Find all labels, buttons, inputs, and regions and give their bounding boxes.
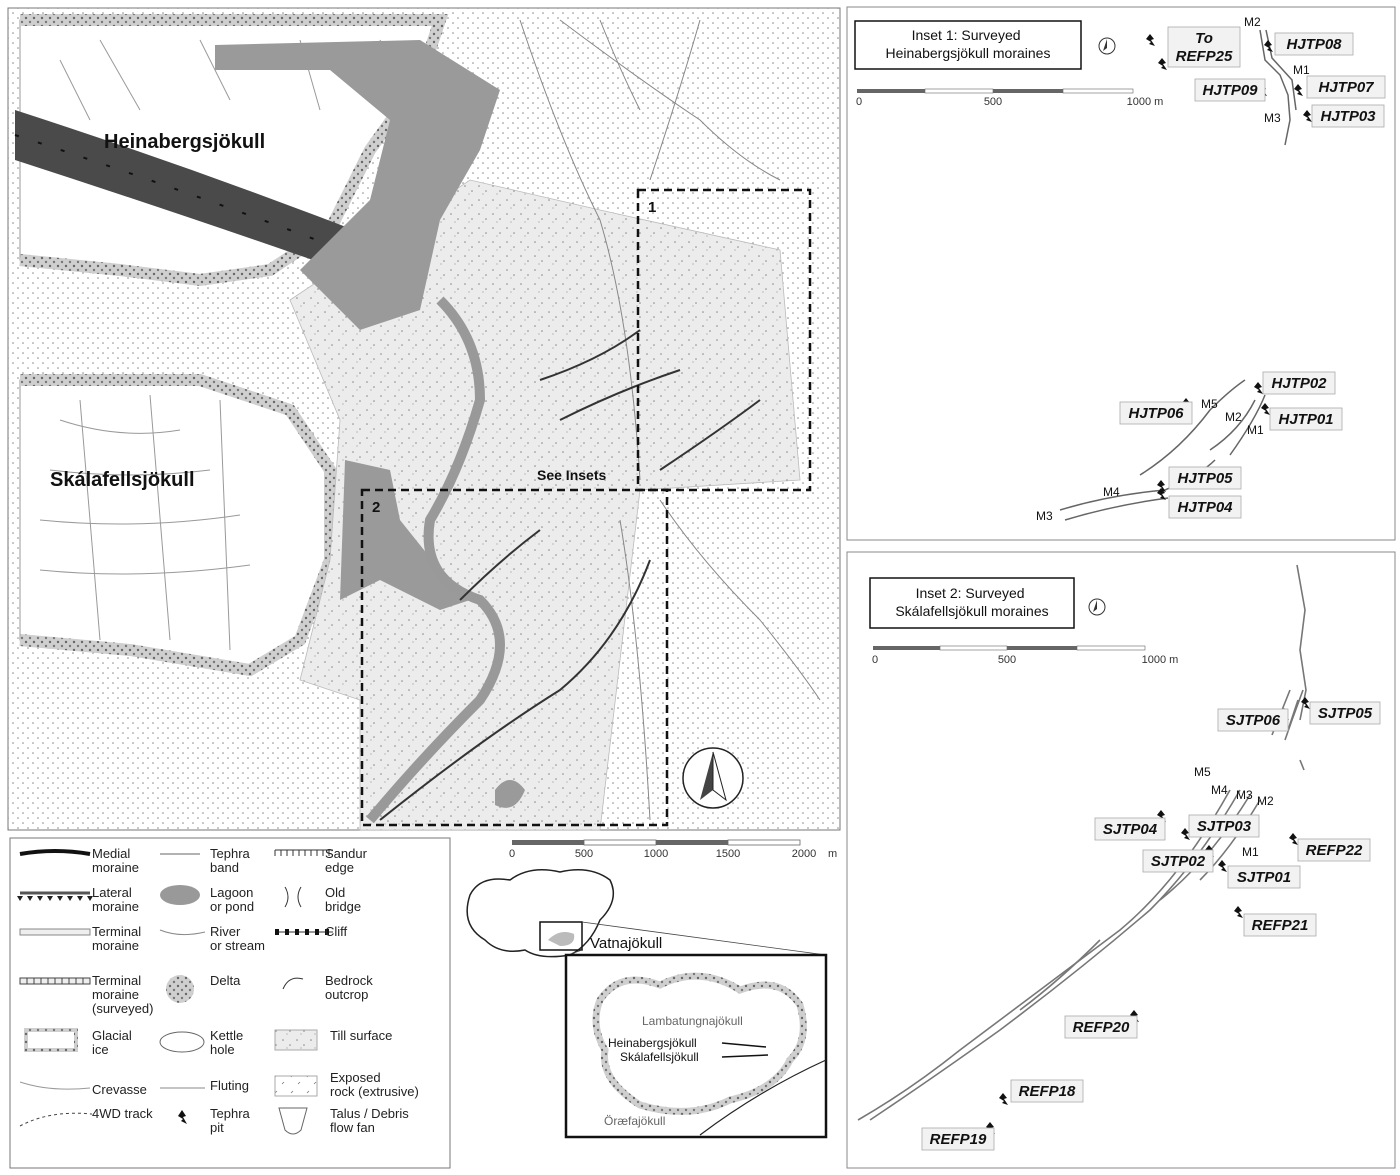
scale-tick: 2000: [791, 848, 817, 860]
legend-label-line: rock (extrusive): [330, 1084, 419, 1099]
legend-label: [210, 973, 241, 988]
legend-label: [92, 924, 141, 953]
tephra-pit-label: [1298, 839, 1370, 861]
legend-label-line: Medial: [92, 846, 131, 861]
moraine-label: M4: [1211, 783, 1228, 797]
region-label-vatnajokull: Vatnajökull: [590, 935, 663, 952]
legend-label-line: moraine: [92, 938, 139, 953]
scale-tick: 500: [997, 654, 1017, 666]
legend-label-line: Talus / Debris: [330, 1106, 409, 1121]
pit-id-line: SJTP02: [1150, 853, 1206, 870]
pit-id-line: HJTP04: [1177, 499, 1233, 516]
pit-id-line: HJTP08: [1286, 36, 1342, 53]
compass-icon: [1089, 599, 1105, 615]
scale-tick: 0: [855, 96, 863, 108]
moraine-label: M3: [1264, 111, 1281, 125]
pit-id-line: REFP19: [929, 1131, 987, 1148]
box-number-1: 1: [648, 199, 657, 216]
pit-id: [1318, 79, 1374, 96]
pit-id: [1103, 821, 1158, 838]
kettle-hole-icon: [160, 1032, 204, 1052]
moraine-label: M2: [1225, 410, 1242, 424]
legend-label-line: River: [210, 924, 241, 939]
legend-label-line: pit: [210, 1120, 224, 1135]
exposed-rock-icon: [275, 1076, 317, 1096]
pit-id: [1197, 818, 1252, 835]
scale-tick: 500: [574, 848, 594, 860]
pit-id-line: REFP20: [1072, 1019, 1130, 1036]
tephra-pit-label: [1143, 850, 1213, 872]
moraine-label: M4: [1103, 485, 1120, 499]
legend-label-line: Tephra: [210, 846, 250, 861]
scale-tick: 1000 m: [1126, 96, 1164, 108]
moraine-label: M3: [1236, 788, 1253, 802]
tephra-pit-label: [1195, 79, 1265, 101]
pit-id: [1177, 499, 1233, 516]
glacier-label-skalafellsjokull: Skálafellsjökull: [50, 469, 195, 491]
tephra-pit-label: [1120, 402, 1192, 424]
pit-id-line: REFP21: [1251, 917, 1309, 934]
pit-id: [1226, 712, 1281, 729]
moraine-label: M1: [1247, 423, 1264, 437]
label-skalafellsjokull: Skálafellsjökull: [620, 1050, 699, 1064]
legend-label-line: or pond: [210, 899, 255, 914]
label-heinabergsjokull: Heinabergsjökull: [608, 1036, 697, 1050]
terminal-moraine-surveyed-icon: [20, 978, 90, 984]
tephra-pit-label: [1189, 815, 1259, 837]
legend-label-line: Sandur: [325, 846, 367, 861]
see-insets-label: See Insets: [537, 467, 607, 483]
pit-id-line: HJTP03: [1320, 108, 1376, 125]
box-number-2: 2: [372, 499, 381, 516]
pit-id-line: HJTP01: [1278, 411, 1334, 428]
tephra-pit-label: [1244, 914, 1316, 936]
legend-label-line: Cliff: [325, 924, 348, 939]
pit-id: [1252, 917, 1309, 934]
legend-label-line: Lagoon: [210, 885, 254, 900]
skalafellsjokull-ice: [20, 380, 330, 670]
legend-label-line: or stream: [210, 938, 265, 953]
legend-label-line: Lateral: [92, 885, 132, 900]
legend-label-line: flow fan: [330, 1120, 375, 1135]
tephra-pit-label: [1307, 76, 1385, 98]
inset-1: [847, 7, 1395, 540]
pit-id: [1306, 842, 1363, 859]
moraine-label: M1: [1293, 63, 1310, 77]
main-map: [8, 8, 840, 830]
legend-label: [92, 1106, 153, 1121]
scale-tick: 0: [508, 848, 516, 860]
tephra-pit-label: [1169, 496, 1241, 518]
tephra-pit-label: [1275, 33, 1353, 55]
pit-id: [1278, 411, 1333, 428]
label-oraefajokull: Öræfajökull: [604, 1114, 666, 1128]
pit-id-line: HJTP09: [1202, 82, 1258, 99]
legend-label: [210, 1078, 249, 1093]
pit-id: [930, 1131, 987, 1148]
legend-label-line: Crevasse: [92, 1082, 147, 1097]
pit-id: [1073, 1019, 1130, 1036]
legend-label-line: bridge: [325, 899, 362, 914]
label-lambatungnajokull: Lambatungnajökull: [642, 1014, 743, 1028]
till-surface-icon: [275, 1030, 317, 1050]
legend-label-line: Exposed: [330, 1070, 381, 1085]
pit-id: [1202, 82, 1258, 99]
legend-label-line: moraine: [92, 987, 139, 1002]
tephra-pit-label: [1168, 27, 1240, 67]
pit-id-line: HJTP02: [1271, 375, 1327, 392]
tephra-pit-label: [1263, 372, 1335, 394]
main-scale-bar: [509, 840, 837, 860]
inset-2: [847, 552, 1395, 1168]
glacial-ice-icon: [26, 1030, 76, 1050]
tephra-pit-label: [1228, 866, 1300, 888]
scale-unit: m: [828, 848, 838, 860]
pit-id: [1237, 869, 1291, 886]
moraine-label: M1: [1242, 845, 1259, 859]
legend-label-line: Fluting: [210, 1078, 250, 1093]
scale-tick: 1000 m: [1141, 654, 1179, 666]
tephra-pit-label: [1310, 702, 1380, 724]
legend-label: [325, 924, 348, 939]
legend-label-line: (surveyed): [92, 1001, 154, 1016]
pit-id-line: HJTP07: [1318, 79, 1374, 96]
locator-map: [467, 870, 826, 1137]
legend-label-line: edge: [325, 860, 354, 875]
legend-label-line: Till surface: [330, 1028, 393, 1043]
delta-icon: [166, 975, 194, 1003]
glacier-label-heinabergsjokull: Heinabergsjökull: [104, 131, 266, 153]
tephra-pit-label: [1065, 1016, 1137, 1038]
legend-label: [325, 973, 373, 1002]
tephra-pit-label: [1218, 709, 1288, 731]
pit-id-line: HJTP05: [1177, 470, 1233, 487]
legend-label-line: moraine: [92, 860, 139, 875]
pit-id: [1320, 108, 1376, 125]
scale-tick: 500: [983, 96, 1003, 108]
moraine-label: M5: [1201, 397, 1218, 411]
legend-label-line: Terminal: [92, 924, 142, 939]
north-arrow-icon: [683, 748, 743, 808]
moraine-label: M3: [1036, 509, 1053, 523]
pit-id-line: SJTP04: [1102, 821, 1158, 838]
pit-id-line: REFP25: [1175, 48, 1233, 65]
legend-label-line: moraine: [92, 899, 139, 914]
tephra-pit-label: [1095, 818, 1165, 840]
inset-2-title-line: Inset 2: Surveyed: [915, 585, 1025, 601]
legend-label-line: ice: [92, 1042, 109, 1057]
scale-tick: 1000: [643, 848, 669, 860]
pit-id: [1177, 470, 1233, 487]
compass-icon: [1099, 38, 1115, 54]
inset-1-title-line: Heinabergsjökull moraines: [885, 45, 1051, 61]
scale-tick: 1500: [715, 848, 741, 860]
tephra-pit-label: [1011, 1080, 1083, 1102]
legend-label-line: Terminal: [92, 973, 142, 988]
pit-id: [1151, 853, 1206, 870]
moraine-label: M5: [1194, 765, 1211, 779]
legend-label: [330, 1028, 392, 1043]
pit-id-line: REFP22: [1305, 842, 1363, 859]
pit-id-line: HJTP06: [1128, 405, 1184, 422]
legend-label-line: Tephra: [210, 1106, 250, 1121]
pit-id: [1271, 375, 1327, 392]
legend-label-line: Bedrock: [325, 973, 373, 988]
tephra-pit-label: [1169, 467, 1241, 489]
pit-id: [1286, 36, 1342, 53]
pit-id: [1019, 1083, 1076, 1100]
pit-id-line: SJTP01: [1236, 869, 1292, 886]
legend-label-line: Glacial: [92, 1028, 132, 1043]
moraine-label: M2: [1257, 794, 1274, 808]
inset-1-title-line: Inset 1: Surveyed: [911, 27, 1021, 43]
legend-label-line: Delta: [210, 973, 241, 988]
legend-label-line: band: [210, 860, 239, 875]
pit-id-line: REFP18: [1018, 1083, 1076, 1100]
scale-tick: 0: [871, 654, 879, 666]
pit-id-line: SJTP05: [1317, 705, 1373, 722]
lagoon-icon: [160, 885, 200, 905]
pit-id-line: To: [1195, 30, 1213, 47]
pit-id: [1128, 405, 1184, 422]
tephra-pit-label: [922, 1128, 994, 1150]
legend-label-line: outcrop: [325, 987, 369, 1002]
terminal-moraine-icon: [20, 929, 90, 935]
legend-label-line: Old: [325, 885, 346, 900]
tephra-pit-label: [1312, 105, 1384, 127]
legend-label-line: hole: [210, 1042, 235, 1057]
legend-label: [210, 885, 254, 914]
tephra-pit-label: [1270, 408, 1342, 430]
legend-label-line: Kettle: [210, 1028, 244, 1043]
legend-label: [92, 1082, 147, 1097]
moraine-label: M2: [1244, 15, 1261, 29]
legend-label-line: 4WD track: [92, 1106, 153, 1121]
pit-id-line: SJTP03: [1196, 818, 1252, 835]
inset-2-title-line: Skálafellsjökull moraines: [895, 603, 1049, 619]
legend: [10, 838, 450, 1168]
pit-id: [1318, 705, 1373, 722]
pit-id-line: SJTP06: [1225, 712, 1281, 729]
